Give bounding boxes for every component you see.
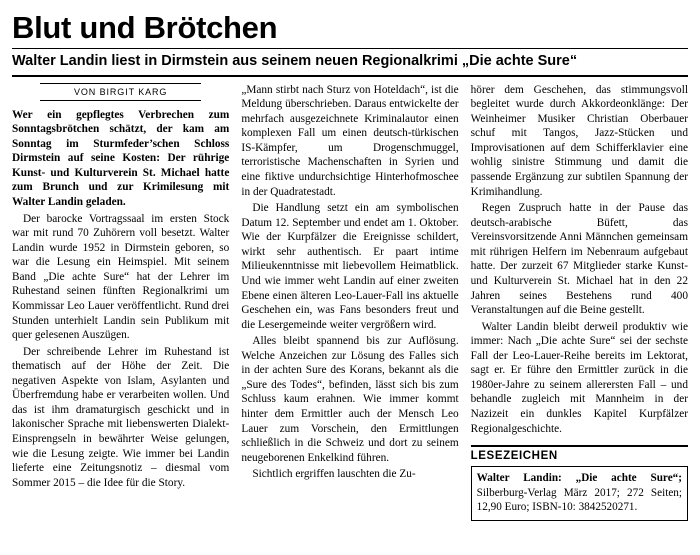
column-1 [12,83,229,553]
paragraph: Walter Landin bleibt derweil produktiv wie immer: Nach „Die achte Sure“ sei der sechste Fall der Leo-Lauer-Reihe bereits im Lektorat, sagt er. Er führe den Ermittler zurück in die 1980er-Jahre zu seinem allerersten Fall – und behandle zugleich mit Mannheim in der Nazizeit ein dunkles Kapitel Kurpfälzer Regionalgeschichte. [470,320,688,435]
paragraph: Der schreibende Lehrer im Ruhestand ist thematisch auf der Höhe der Zeit. Die negativen Aspekte von Islam, Asylanten und Überfremdung habe er verarbeiten wollen. Und das ist ihm dramaturgisch geschickt und in lakonischer Sprache mit liebenswerten Dialekt-Einsprengseln in bewährter Weise gelungen, wie die Lesung zeigte. Wie immer bei Landin lieferte eine Zeitungsnotiz – diesmal vom Sommer 2015 – die Idee für die Story. [12,345,230,489]
lead-paragraph: Wer ein gepflegtes Verbrechen zum Sonntagsbrötchen schätzt, der kam am Sonntag im Sturmfeder’schen Schloss Dirmstein auf seine Kosten: Der rührige Kunst- und Kulturverein St. Michael hatte zum Brunch und zur Krimilesung mit Walter Landin geladen. [12,108,230,209]
article-subheadline: Walter Landin liest in Dirmstein aus seinem neuen Regionalkrimi „Die achte Sure“ [12,53,578,69]
paragraph: Der barocke Vortragssaal im ersten Stock war mit rund 70 Zuhörern voll besetzt. Walter Landin wurde 1952 in Dirmstein geboren, so war die Lesung ein Heimspiel. Mit seinem Band „Die achte Sure“ hat der Lehrer im Ruhestand seinen fünften Regionalkrimi um Kommissar Leo Lauer veröffentlicht. Rund drei Stunden unterhielt Landin sein Publikum mit quer gelesenen Auszügen. [12,212,230,342]
infobox-book-title: Walter Landin: „Die achte Sure“; [476,472,682,485]
infobox-body [471,466,688,521]
paragraph: Regen Zuspruch hatte in der Pause das deutsch-arabische Büfett, das Vereinsvorsitzende Anni Männchen gemeinsam mit rührigen Helfern im Nebenraum aufgebaut hatte. Der zurzeit 67 Mitglieder starke Kunst- und Kulturverein St. Michael hat in den 22 Jahren seines Bestehens rund 400 Veranstaltungen auf die Beine gestellt. [470,202,688,317]
column-3 [471,83,688,553]
infobox-book-details: Silberburg-Verlag März 2017; 272 Seiten; 12,90 Euro; ISBN-10: 3842520271. [476,486,682,514]
byline: VON BIRGIT KARG [40,83,201,101]
paragraph: hörer dem Geschehen, das stimmungsvoll begleitet wurde durch Akkordeonklänge: Der Weinheimer Musiker Christian Oberbauer schuf mit Tangos, Jazz-Stücken und Improvisationen auf dem Schifferklavier eine wohlig sinistre Stimmung und damit die passende Ergänzung zur subtilen Spannung der Krimihandlung. [470,83,688,198]
infobox [471,445,688,521]
infobox-title: LESEZEICHEN [470,450,558,463]
divider-under-subheadline [12,75,688,77]
column-2 [241,83,458,553]
paragraph: Alles bleibt spannend bis zur Auflösung. Welche Anzeichen zur Lösung des Falles sich in der achten Sure des Korans, bekannt als die „Sure des Todes“, befinden, lässt sich bis zum Schluss kaum erahnen. Wie immer kommt hinter dem Ermittler auch der Mensch Leo Lauer zum Vorschein, den Ermittlungen schließlich in die Schweiz und dort zu seinem neugeborenen Enkelkind führen. [241,335,459,464]
paragraph: Sichtlich ergriffen lauschten die Zu- [252,468,416,481]
divider-under-headline [12,48,688,49]
paragraph: Die Handlung setzt ein am symbolischen Datum 12. September und endet am 1. Oktober. Wie der Kurpfälzer die Ereignisse schildert, wirkt sehr authentisch. Er paart intime Milieukenntnisse mit liebevollem Heimatblick. Und wie immer weht Landin auf einer zweiten Ebene einen älteren Leo-Lauer-Fall ins aktuelle Geschehen ein, was Fans besonders freut und die Lesergemeinde weiter vergrößern wird. [241,202,459,331]
article-columns [12,83,688,553]
page-title: Blut und Brötchen [12,10,278,45]
paragraph: „Mann stirbt nach Sturz von Hoteldach“, ist die Meldung überschrieben. Daraus entwickelte der mehrfach ausgezeichnete Kriminalautor einen komplexen Fall um einen deutsch-türkischen IS-Kämpfer, um Drogenschmuggel, terroristische Machenschaften in Syrien und eine fiktive undurchsichtige Hinterhofmoschee in der Quadratestadt. [241,83,459,198]
